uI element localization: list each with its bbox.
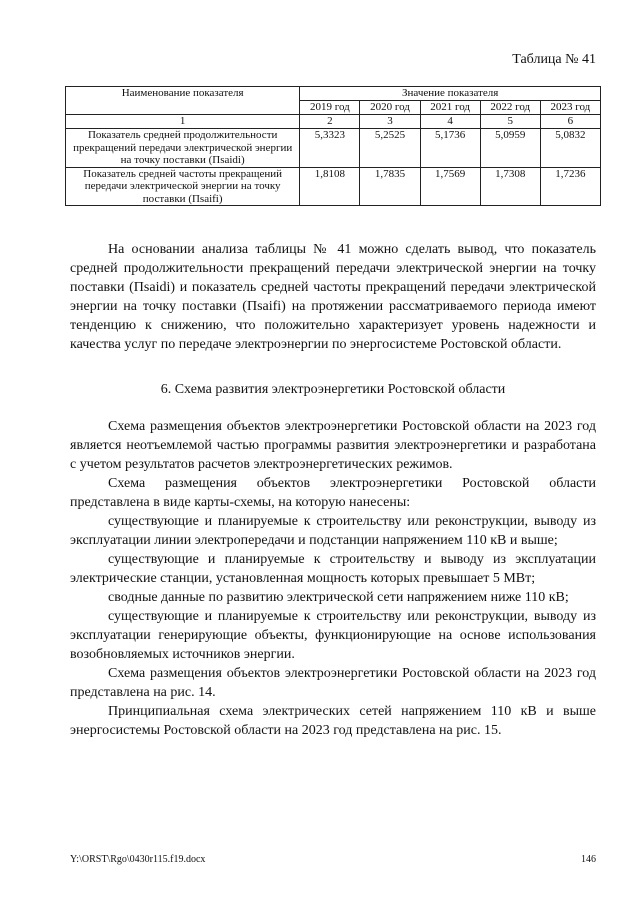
conclusion-block <box>70 240 596 354</box>
value-cell: 5,0959 <box>480 129 540 168</box>
year-cell: 2019 год <box>300 101 360 115</box>
year-cell: 2021 год <box>420 101 480 115</box>
paragraph: Схема размещения объектов электроэнергетики Ростовской области представлена в виде карты-схемы, на которую нанесены: <box>70 476 596 510</box>
list-item: существующие и планируемые к строительству или реконструкции, выводу из эксплуатации линии электропередачи и подстанции напряжением 110 кВ и выше; <box>70 514 596 548</box>
indicator-name-cell: Показатель средней продолжительности прекращений передачи электрической энергии на точку поставки (Пsaidi) <box>66 129 300 168</box>
value-cell: 5,1736 <box>420 129 480 168</box>
page-number: 146 <box>581 854 596 865</box>
column-number-cell: 5 <box>480 115 540 129</box>
column-number-cell: 4 <box>420 115 480 129</box>
paragraph: Принципиальная схема электрических сетей напряжением 110 кВ и выше энергосистемы Ростовской области на 2023 год представлена на рис. 15. <box>70 704 596 738</box>
value-cell: 1,7835 <box>360 167 420 206</box>
indicator-table <box>65 86 601 206</box>
table-header-row <box>66 87 601 101</box>
column-number-cell: 3 <box>360 115 420 129</box>
value-cell: 1,8108 <box>300 167 360 206</box>
year-cell: 2022 год <box>480 101 540 115</box>
year-cell: 2020 год <box>360 101 420 115</box>
indicator-name-cell: Показатель средней частоты прекращений передачи электрической энергии на точку поставки (Пsaifi) <box>66 167 300 206</box>
paragraph: Схема размещения объектов электроэнергетики Ростовской области на 2023 год является неотъемлемой частью программы развития электроэнергетики и разработана с учетом результатов расчетов электроэнергетических режимов. <box>70 419 596 472</box>
value-cell: 1,7308 <box>480 167 540 206</box>
table-row <box>66 167 601 206</box>
value-cell: 5,2525 <box>360 129 420 168</box>
value-cell: 5,3323 <box>300 129 360 168</box>
column-number-cell: 6 <box>540 115 600 129</box>
value-cell: 5,0832 <box>540 129 600 168</box>
footer-file-path: Y:\ORST\Rgo\0430r115.f19.docx <box>70 854 206 865</box>
section-body <box>70 417 596 740</box>
paragraph-conclusion: На основании анализа таблицы № 41 можно сделать вывод, что показатель средней продолжительности прекращений передачи электрической энергии на точку поставки (Пsaidi) и показатель средней частоты прекращений передачи электрической энергии на точку поставки (Пsaifi) на протяжении рассматриваемого периода имеют тенденцию к снижению, что положительно характеризует уровень надежности и качества услуг по передаче электроэнергии по энергосистеме Ростовской области. <box>70 242 596 352</box>
section-heading: 6. Схема развития электроэнергетики Ростовской области <box>160 382 506 397</box>
table-row <box>66 129 601 168</box>
column-number-cell: 2 <box>300 115 360 129</box>
list-item: сводные данные по развитию электрической сети напряжением ниже 110 кВ; <box>108 590 569 605</box>
header-indicator-value: Значение показателя <box>300 87 601 101</box>
year-cell: 2023 год <box>540 101 600 115</box>
list-item: существующие и планируемые к строительству и выводу из эксплуатации электрические станции, установленная мощность которых превышает 5 МВт; <box>70 552 596 586</box>
table-caption: Таблица № 41 <box>512 52 596 67</box>
list-item: существующие и планируемые к строительству или реконструкции, выводу из эксплуатации генерирующие объекты, функционирующие на основе использования возобновляемых источников энергии. <box>70 609 596 662</box>
column-number-cell: 1 <box>66 115 300 129</box>
value-cell: 1,7569 <box>420 167 480 206</box>
paragraph: Схема размещения объектов электроэнергетики Ростовской области на 2023 год представлена на рис. 14. <box>70 666 596 700</box>
table-column-numbers-row <box>66 115 601 129</box>
header-indicator-name: Наименование показателя <box>66 87 300 115</box>
value-cell: 1,7236 <box>540 167 600 206</box>
